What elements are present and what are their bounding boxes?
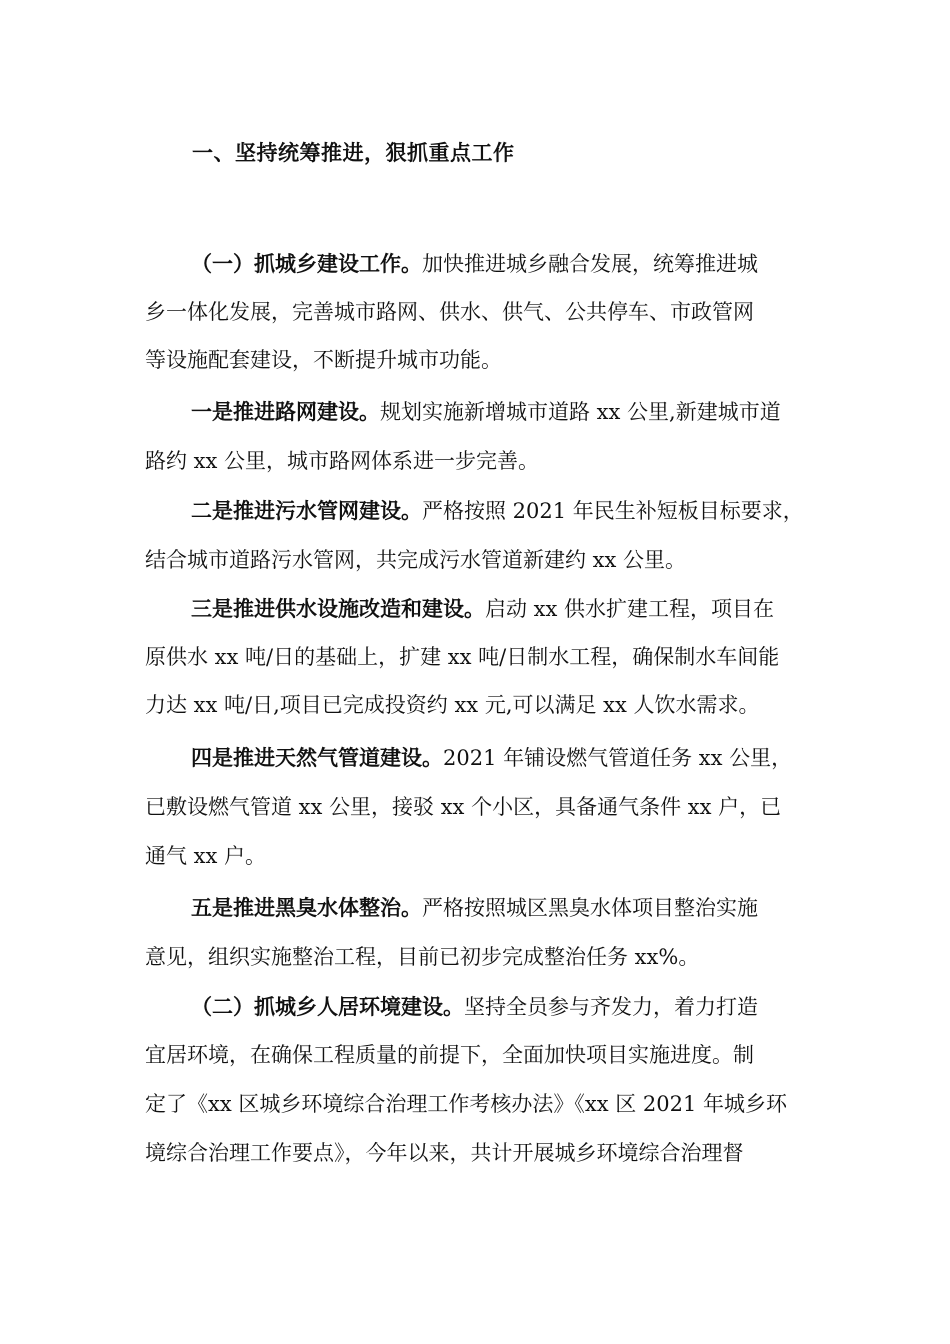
paragraph-line: 已敷设燃气管道 xx 公里，接驳 xx 个小区，具备通气条件 xx 户，已 (145, 795, 782, 819)
paragraph-text: 坚持全员参与齐发力，着力打造 (464, 995, 758, 1019)
paragraph-line: 通气 xx 户。 (145, 844, 267, 868)
paragraph-lead: （一）抓城乡建设工作。 (191, 252, 422, 276)
section-heading: 一、坚持统筹推进，狠抓重点工作 (192, 141, 515, 165)
paragraph-text: 启动 xx 供水扩建工程，项目在 (485, 597, 775, 621)
paragraph-lead: 三是推进供水设施改造和建设。 (191, 597, 485, 621)
paragraph-text: 严格按照 2021 年民生补短板目标要求， (422, 499, 804, 523)
paragraph-text: 2021 年铺设燃气管道任务 xx 公里， (443, 746, 793, 770)
paragraph-line: 定了《xx 区城乡环境综合治理工作考核办法》《xx 区 2021 年城乡环 (145, 1092, 788, 1116)
paragraph-line (191, 397, 781, 427)
paragraph-line: 力达 xx 吨/日,项目已完成投资约 xx 元,可以满足 xx 人饮水需求。 (145, 693, 760, 717)
paragraph-line (191, 893, 758, 923)
paragraph-line (191, 496, 804, 526)
paragraph-line: 宜居环境，在确保工程质量的前提下，全面加快项目实施进度。制 (145, 1043, 754, 1067)
paragraph-line: 乡一体化发展，完善城市路网、供水、供气、公共停车、市政管网 (145, 300, 754, 324)
paragraph-line: 境综合治理工作要点》，今年以来，共计开展城乡环境综合治理督 (145, 1141, 744, 1165)
paragraph-line: 路约 xx 公里，城市路网体系进一步完善。 (145, 449, 540, 473)
paragraph-line: 意见，组织实施整治工程，目前已初步完成整治任务 xx%。 (145, 945, 700, 969)
paragraph-lead: 五是推进黑臭水体整治。 (191, 896, 422, 920)
paragraph-lead: 四是推进天然气管道建设。 (191, 746, 443, 770)
paragraph-line: 原供水 xx 吨/日的基础上，扩建 xx 吨/日制水工程，确保制水车间能 (145, 645, 780, 669)
paragraph-line: 等设施配套建设，不断提升城市功能。 (145, 348, 502, 372)
paragraph-line (191, 594, 774, 624)
paragraph-line (191, 743, 792, 773)
paragraph-line (191, 249, 758, 279)
paragraph-text: 规划实施新增城市道路 xx 公里,新建城市道 (380, 400, 781, 424)
paragraph-line (191, 992, 758, 1022)
paragraph-lead: （二）抓城乡人居环境建设。 (191, 995, 464, 1019)
paragraph-text: 严格按照城区黑臭水体项目整治实施 (422, 896, 758, 920)
paragraph-lead: 二是推进污水管网建设。 (191, 499, 422, 523)
paragraph-text: 加快推进城乡融合发展，统筹推进城 (422, 252, 758, 276)
paragraph-lead: 一是推进路网建设。 (191, 400, 380, 424)
paragraph-line: 结合城市道路污水管网，共完成污水管道新建约 xx 公里。 (145, 548, 687, 572)
